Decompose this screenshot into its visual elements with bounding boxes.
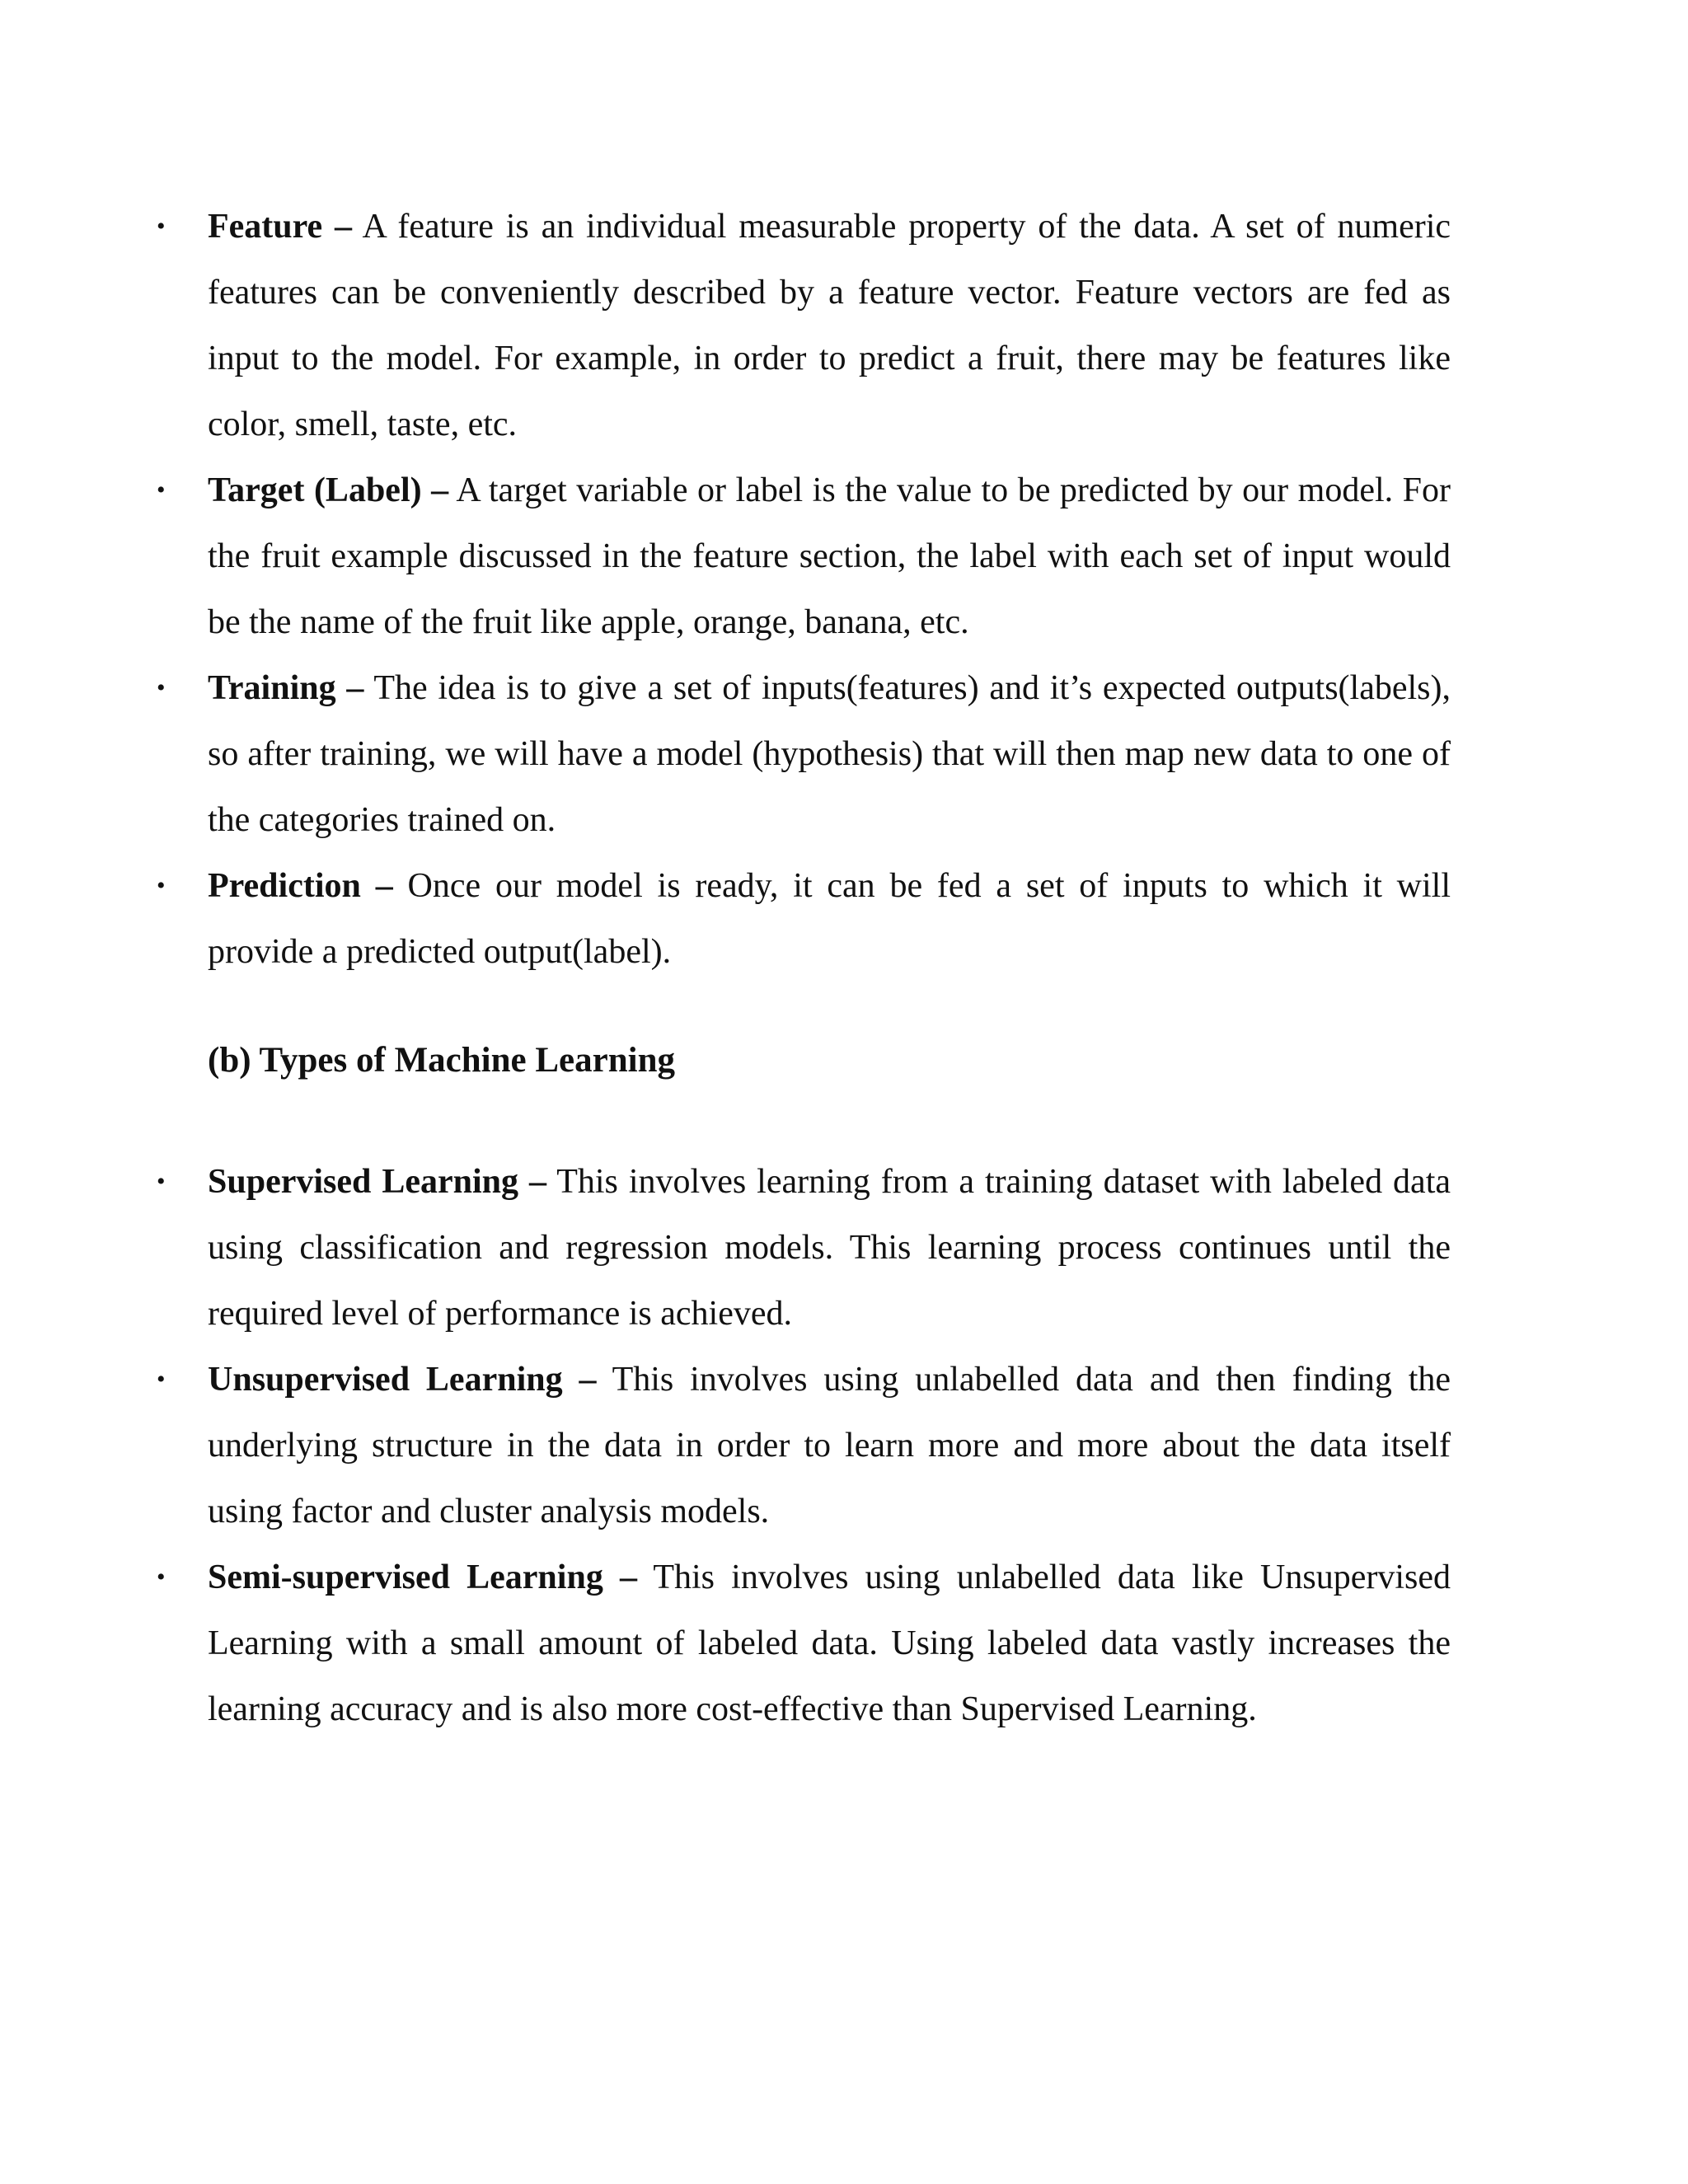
term-dash: –	[335, 208, 352, 246]
term-label: Training	[208, 669, 336, 707]
term-label: Unsupervised Learning	[208, 1361, 563, 1399]
list-item-target	[157, 457, 1451, 655]
definition-text: This involves using unlabelled data and then finding the underlying structure in the data in order to learn more and more about the data itself using factor and cluster analysis models.	[208, 1361, 1451, 1530]
list-item-prediction	[157, 853, 1451, 985]
list-item-training	[157, 655, 1451, 853]
term-dash: –	[431, 471, 449, 509]
list-item-supervised	[157, 1149, 1451, 1347]
term-label: Target (Label)	[208, 471, 422, 509]
definition-text: A feature is an individual measurable property of the data. A set of numeric features can be conveniently described by a feature vector. Feature vectors are fed as input to the model. For example, in order to predict a fruit, there may be features like color, smell, taste, etc.	[208, 208, 1451, 443]
types-list	[157, 1149, 1451, 1742]
bullet-icon: •	[157, 1168, 166, 1195]
term-dash: –	[375, 867, 393, 905]
term-dash: –	[529, 1163, 547, 1201]
term-label: Prediction	[208, 867, 361, 905]
bullet-icon: •	[157, 476, 166, 504]
definition-text: Once our model is ready, it can be fed a set of inputs to which it will provide a predicted output(label).	[208, 867, 1451, 971]
bullet-icon: •	[157, 674, 166, 701]
definition-text: This involves learning from a training dataset with labeled data using classification and regression models. This learning process continues until the required level of performance is achieved.	[208, 1163, 1451, 1333]
term-label: Semi-supervised Learning	[208, 1558, 603, 1596]
definition-text: A target variable or label is the value to be predicted by our model. For the fruit example discussed in the feature section, the label with each set of input would be the name of the fruit like apple, orange, banana, etc.	[208, 471, 1451, 641]
list-item-semi-supervised	[157, 1544, 1451, 1742]
term-dash: –	[619, 1558, 637, 1596]
term-label: Supervised Learning	[208, 1163, 519, 1201]
bullet-icon: •	[157, 1563, 166, 1591]
definition-text: The idea is to give a set of inputs(features) and it’s expected outputs(labels), so after training, we will have a model (hypothesis) that will then map new data to one of the categories trained on.	[208, 669, 1451, 839]
bullet-icon: •	[157, 1366, 166, 1393]
section-heading: (b) Types of Machine Learning	[208, 1041, 675, 1080]
definition-text: This involves using unlabelled data like Unsupervised Learning with a small amount of labeled data. Using labeled data vastly increases the learning accuracy and is also more cost-effective than Supervised Learning.	[208, 1558, 1451, 1728]
term-label: Feature	[208, 208, 323, 246]
bullet-icon: •	[157, 213, 166, 240]
bullet-icon: •	[157, 872, 166, 899]
term-dash: –	[579, 1361, 597, 1399]
list-item-unsupervised	[157, 1347, 1451, 1544]
list-item-feature	[157, 194, 1451, 457]
definitions-list	[157, 194, 1451, 985]
term-dash: –	[346, 669, 364, 707]
